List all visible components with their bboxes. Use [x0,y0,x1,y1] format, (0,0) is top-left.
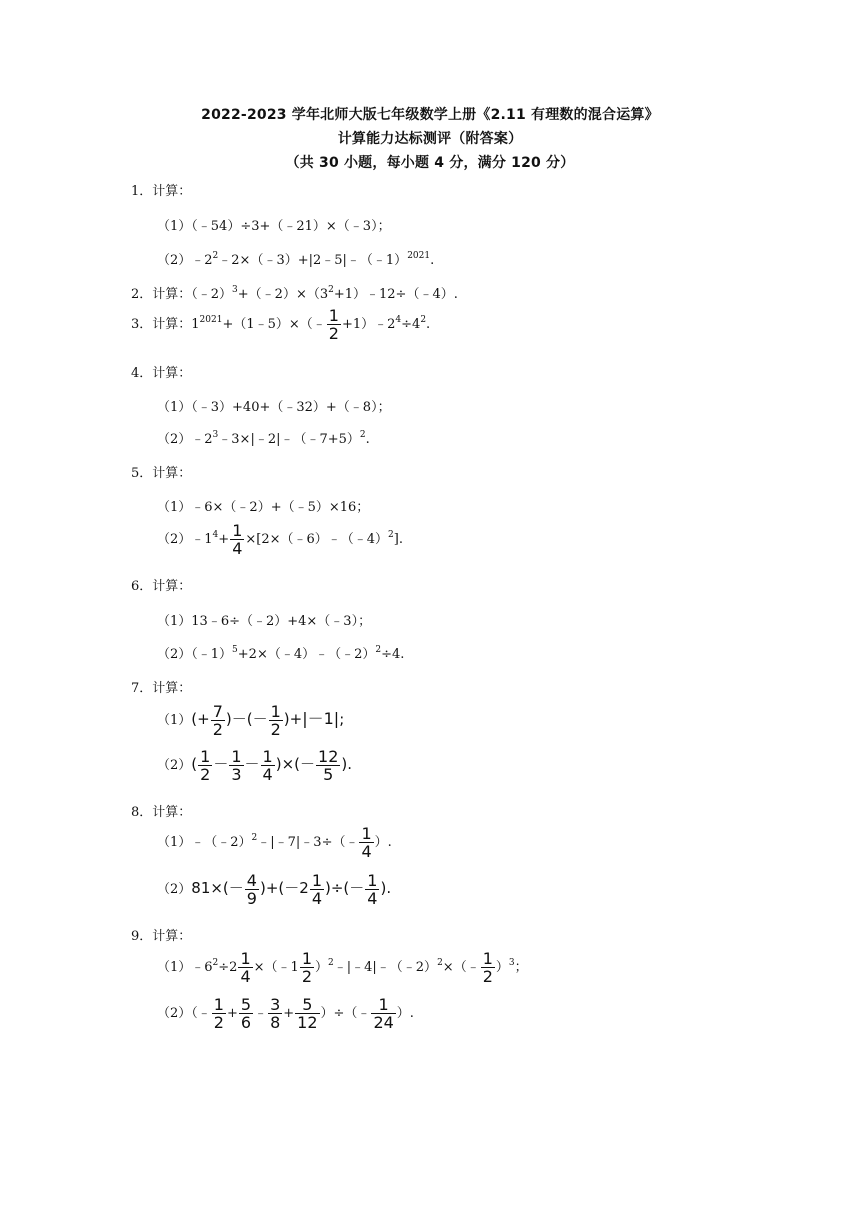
expr-text: + [283,1006,295,1021]
expr-text: ÷4 [401,317,421,332]
denominator: 2 [200,765,211,784]
numerator: 1 [311,871,322,890]
exponent: 3 [508,958,515,968]
expr-text: （2）（﹣ [157,1006,211,1021]
denominator: 8 [270,1013,281,1032]
expr-text: ×（﹣1 [253,960,299,975]
fraction [300,950,314,985]
question-2 [131,283,458,302]
numerator: 1 [482,949,493,968]
question-9-label: 9．计算： [131,929,192,944]
denominator: 4 [232,539,243,558]
exponent: 4 [212,530,219,540]
denominator: 5 [323,765,334,784]
exponent: 2 [420,315,427,325]
question-1-part-1: （1）（﹣54）÷3+（﹣21）×（﹣3）； [157,219,391,234]
exponent: 2 [437,958,443,968]
fraction [245,872,259,907]
fraction [211,703,225,738]
numerator: 12 [318,747,339,766]
fraction [365,872,379,907]
expr-text: (+ [191,710,210,728]
page-title: 2022-2023 学年北师大版七年级数学上册《2.11 有理数的混合运算》 [201,107,659,123]
part-number: （1） [157,713,192,728]
expr-text: )+ [283,710,303,728]
fraction [268,996,282,1031]
denominator: 2 [212,720,223,739]
question-9-part-1 [157,950,528,985]
exponent: 2021 [199,315,223,325]
exponent: 2 [212,958,219,968]
numerator: 1 [213,995,224,1014]
numerator: 7 [212,702,223,721]
expr-text: ）÷（﹣ [320,1006,371,1021]
expr-text: )×(－ [275,755,316,773]
exponent: 2 [328,285,334,295]
fraction [359,825,373,860]
question-1-label: 1．计算： [131,184,192,199]
denominator: 6 [240,1013,252,1032]
expr-text: （1）﹣6 [157,960,213,975]
expr-text: ÷2 [218,960,238,975]
expr-text: +1）﹣12÷（﹣4）. [333,287,458,302]
denominator: 2 [301,967,312,986]
expr-text: ). [341,755,352,773]
numerator: 1 [200,747,211,766]
fraction [310,872,324,907]
exponent: 2 [359,430,366,440]
numerator: 5 [295,996,319,1014]
expr-text: ×（﹣ [442,960,480,975]
expr-text: 2．计算：（﹣2） [131,287,233,302]
expr-text: 3．计算：1 [131,317,200,332]
expr-text: ×[2×（﹣6）﹣（﹣4） [245,532,389,547]
denominator: 12 [297,1013,318,1032]
exponent: 5 [232,645,238,655]
exponent: 2 [251,833,258,843]
part-number: （2） [157,758,192,773]
exponent: 4 [395,315,402,325]
fraction [212,996,226,1031]
denominator: 2 [328,324,339,343]
expr-text: . [426,317,431,332]
question-7-label: 7．计算： [131,681,192,696]
fraction [295,996,319,1031]
expr-text: － [244,755,260,773]
expr-text: （2）（﹣1） [157,647,233,662]
numerator: 4 [246,871,257,890]
denominator: 4 [262,765,273,784]
exponent: 3 [232,285,238,295]
expr-text: － [213,755,229,773]
fraction [327,307,341,342]
question-7-part-1 [157,703,344,738]
question-6-part-1: （1）13﹣6÷（﹣2）+4×（﹣3）； [157,614,372,629]
fraction [481,950,495,985]
header [0,103,860,175]
question-8-part-2 [157,872,391,907]
question-1-part-2 [157,249,434,268]
page-subtitle: 计算能力达标测评（附答案） [337,131,523,147]
question-5-part-2 [157,522,403,557]
question-4-label: 4．计算： [131,366,192,381]
numerator: 5 [240,995,252,1014]
exponent: 2 [375,645,382,655]
numerator: 1 [328,306,339,325]
expr-text: . [365,432,370,447]
question-5-part-1: （1）﹣6×（﹣2）+（﹣5）×16； [157,500,370,515]
question-7-part-2 [157,748,352,783]
score-note: （共 30 小题，每小题 4 分，满分 120 分） [285,155,575,171]
numerator: 1 [240,949,251,968]
part-number: （2） [157,882,192,897]
expr-text: ﹣|﹣4|﹣（﹣2） [333,960,438,975]
exponent: 2 [388,530,394,540]
expr-text: （2）﹣2 [157,432,213,447]
fraction [229,748,243,783]
expr-text: ） [495,960,509,975]
exponent: 2 [328,958,334,968]
expr-text: + [218,532,230,547]
question-3 [131,307,430,342]
expr-text: （2）﹣2 [157,253,213,268]
expr-text: ]. [393,532,403,547]
expr-text: )÷(－ [325,879,365,897]
expr-text: ; [339,710,345,728]
exponent: 2021 [407,251,431,261]
fraction [238,950,252,985]
expr-text: +2×（﹣4）﹣（﹣2） [237,647,376,662]
fraction [316,748,340,783]
denominator: 2 [482,967,493,986]
expr-text: . [430,253,435,268]
expr-text: （2）﹣1 [157,532,213,547]
denominator: 4 [367,889,378,908]
expr-text: + [226,1006,238,1021]
question-9-part-2 [157,996,414,1031]
expr-text: ； [514,960,528,975]
expr-text: ） [315,960,329,975]
expr-text: +（1﹣5）×（﹣ [222,317,326,332]
question-8-label: 8．计算： [131,805,192,820]
numerator: 1 [371,996,395,1014]
question-4-part-2 [157,428,370,447]
question-8-part-1 [157,825,392,860]
expr-text: ( [191,755,198,773]
exponent: 3 [212,430,219,440]
numerator: 1 [270,702,281,721]
fraction [239,996,253,1031]
expr-text: ﹣2×（﹣3）+|2﹣5|﹣（﹣1） [218,253,408,268]
fraction [230,522,244,557]
numerator: 1 [231,747,242,766]
expr-text: ﹣|﹣7|﹣3÷（﹣ [257,835,359,850]
expr-text: ). [380,879,392,897]
numerator: 1 [301,949,312,968]
question-4-part-1: （1）（﹣3）+40+（﹣32）+（﹣8）； [157,400,391,415]
denominator: 24 [373,1013,394,1032]
denominator: 2 [213,1013,224,1032]
expr-text: ）. [374,835,392,850]
numerator: 1 [232,521,243,540]
fraction [198,748,212,783]
expr-text: 81×(－ [191,879,244,897]
expr-text: )－(－ [225,710,268,728]
numerator: 1 [262,747,273,766]
question-5-label: 5．计算： [131,466,192,481]
expr-text: ）. [396,1006,414,1021]
expr-text: ﹣3×|﹣2|﹣（﹣7+5） [218,432,360,447]
fraction [371,996,395,1031]
numerator: 1 [367,871,378,890]
question-6-part-2 [157,643,404,662]
numerator: 1 [361,824,372,843]
denominator: 3 [231,765,242,784]
denominator: 2 [270,720,281,739]
denominator: 4 [311,889,322,908]
denominator: 9 [246,889,257,908]
expr-text: +（﹣2）×（3 [237,287,329,302]
exponent: 2 [212,251,219,261]
denominator: 4 [240,967,251,986]
question-6-label: 6．计算： [131,579,192,594]
numerator: 3 [270,995,281,1014]
fraction [269,703,283,738]
expr-text: ﹣ [254,1006,268,1021]
expr-text: )+(－2 [259,879,309,897]
fraction [261,748,275,783]
denominator: 4 [361,842,372,861]
expr-text: （1）﹣（﹣2） [157,835,252,850]
absolute-value: |－1| [302,709,340,728]
expr-text: ÷4. [381,647,405,662]
expr-text: +1）﹣2 [341,317,396,332]
